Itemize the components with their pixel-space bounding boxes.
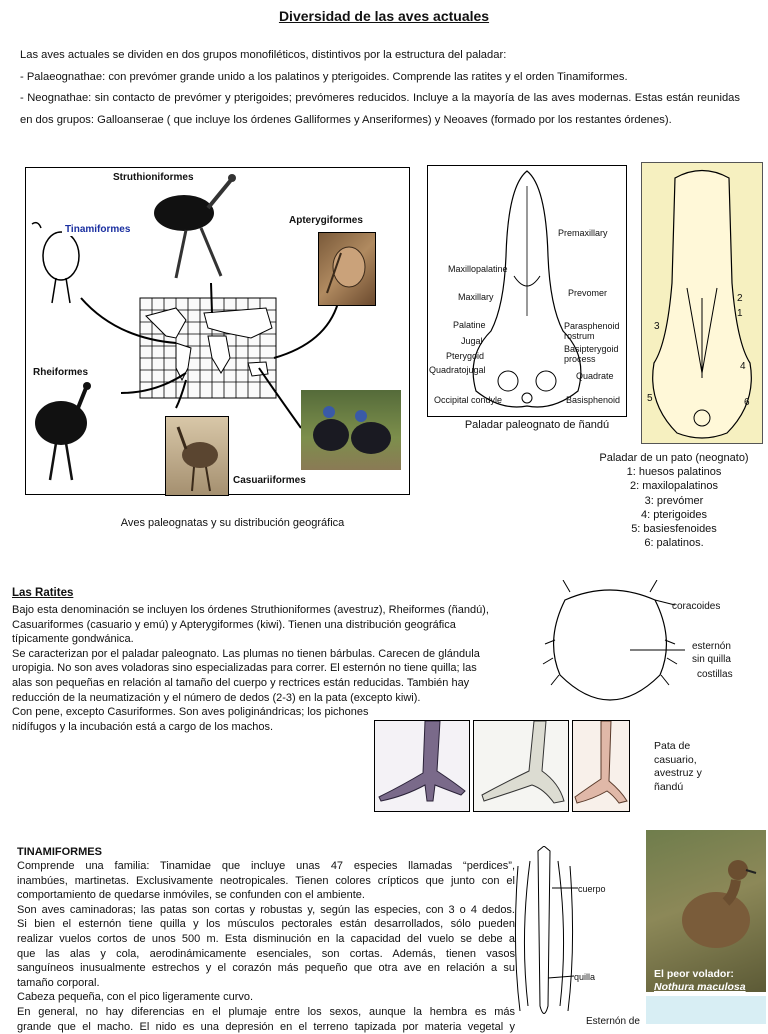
label-struthioniformes: Struthioniformes (110, 171, 197, 184)
tinamiformes-line: inambúes, martinetas. Exclusivamente neotropicales. Tienen colores crípticos que junto con el (17, 874, 515, 887)
label-rheiformes: Rheiformes (30, 366, 91, 379)
nothura-caption-1: El peor volador: (654, 968, 734, 980)
intro-paragraph-3: - Neognathae: sin contacto de prevómer y pterigoides; prevómeres reducidos. Incluye a la mayoría de las aves modernas. Estas están reunidas en dos grupos: Galloanserae ( que incluye los órdenes Galliformes y Anseriformes) y Neoaves (formado por los restantes órdenes). (20, 92, 740, 126)
tinamou-sternum-drawing (510, 846, 590, 1024)
duck-num-1: 1 (737, 308, 743, 319)
rhea-palate-caption: Paladar paleognato de ñandú (464, 419, 610, 431)
tinamiformes-line: tamaño corporal. (17, 976, 100, 989)
duck-caption-line: 3: prevómer (644, 494, 704, 507)
label-quadrate: Quadrate (576, 371, 614, 381)
label-jugal: Jugal (461, 336, 483, 346)
label-esternon-de: Esternón de (586, 1016, 640, 1027)
cassowary-photo (301, 390, 401, 470)
ratites-line: nidífugos y la incubación está a cargo de los machos. (12, 720, 274, 733)
label-sin-quilla: sin quilla (692, 654, 731, 665)
nothura-photo (646, 830, 766, 992)
label-cuerpo: cuerpo (578, 884, 606, 894)
tinamiformes-line: Son aves caminadoras; las patas son cortas y robustas y, según las especies, con 3 o 4 dedos. (17, 903, 515, 916)
duck-caption-line: 4: pterigoides (640, 508, 708, 521)
feet-caption-line: ñandú (654, 780, 684, 793)
label-coracoides: coracoides (672, 601, 721, 612)
cassowary-silhouette (301, 390, 401, 470)
feet-caption-line: Pata de (654, 740, 691, 752)
label-basipterygoid: Basipterygoid process (564, 344, 619, 364)
world-map-grid (140, 298, 276, 398)
tinamiformes-line: Si bien el esternón tiene quilla y los músculos pectorales están desarrollados, sólo pueden (17, 918, 515, 931)
paleognath-distribution-figure (25, 167, 410, 495)
duck-num-6: 6 (744, 397, 750, 408)
ratites-line: Bajo esta denominación se incluyen los órdenes Struthioniformes (avestruz), Rheiformes (ñandú), (12, 604, 489, 616)
intro-paragraph-1: Las aves actuales se dividen en dos grupos monofiléticos, distintivos por la estructura del paladar: (20, 49, 507, 61)
ratites-line: uropigia. No son aves voladoras sino especializadas para correr. El esternón no tiene quilla; las (12, 662, 477, 675)
emu-silhouette (166, 417, 228, 495)
rhea-palate-figure (427, 165, 627, 417)
sternum-drawing (535, 580, 685, 710)
ratites-line: alas son pequeñas en relación al tamaño del cuerpo y rectrices están reducidas. También hay (12, 676, 470, 689)
cassowary-foot (375, 721, 469, 811)
ratite-sternum-figure (535, 580, 765, 710)
duck-caption-line: Paladar de un pato (neognato) (599, 452, 749, 464)
label-premaxillary: Premaxillary (558, 228, 608, 238)
cassowary-foot-image (374, 720, 470, 812)
ostrich-foot-image (473, 720, 569, 812)
nothura-caption-2: Nothura maculosa (654, 981, 746, 992)
map-caption: Aves paleognatas y su distribución geográfica (120, 517, 345, 529)
ratites-line: reducción de la neumatización y el número de dedos (2-3) en la pata (excepto kiwi). (12, 691, 421, 704)
duck-palate-figure (641, 162, 763, 444)
ostrich-drawing (154, 174, 236, 278)
rhea-foot-image (572, 720, 630, 812)
emu-photo (165, 416, 229, 496)
duck-num-2: 2 (737, 293, 743, 304)
tinamiformes-text (17, 859, 515, 1034)
intro-text (20, 45, 740, 131)
label-tinamiformes: Tinamiformes (62, 223, 133, 236)
feet-caption-line: casuario, (654, 753, 697, 766)
label-occipital: Occipital condyle (434, 395, 503, 405)
tinamiformes-line: realizar vuelos cortos de unos 500 m. Esta disminución en la capacidad del vuelo se debe a (17, 932, 515, 945)
tinamiformes-line: sanguíneos inusualmente estrechos y el corazón más pequeño que otra ave en relación a su (17, 962, 515, 975)
label-prevomer: Prevomer (568, 288, 608, 298)
duck-caption-line: 2: maxilopalatinos (629, 480, 719, 493)
label-costillas: costillas (697, 669, 733, 680)
tinamiformes-line: Comprende una familia: Tinamidae que incluye unas 47 especies llamadas “perdices”, (17, 860, 515, 872)
ratite-feet-figure (374, 720, 630, 812)
ratites-text (12, 603, 532, 734)
label-quadratojugal: Quadratojugal (429, 365, 486, 375)
label-esternon: esternón (692, 641, 731, 652)
tinamiformes-line: comportamiento de quedarse inmóviles, se confunden con el ambiente. (17, 889, 365, 902)
label-parasphenoid: Parasphenoid rostrum (564, 321, 620, 341)
duck-num-5: 5 (647, 393, 653, 404)
kiwi-photo (318, 232, 376, 306)
feet-caption-line: avestruz y (654, 767, 702, 779)
ratites-line: Se caracterizan por el paladar paleognato. Las plumas no tienen bárbulas. Carecen de glándula (12, 647, 480, 660)
ostrich-foot (474, 721, 568, 811)
page-title: Diversidad de las aves actuales (278, 8, 490, 24)
tinamiformes-line: grande que el macho. El nido es una depresión en el terreno tapizada por materia vegetal y (17, 1020, 515, 1033)
tinamou-sternum-figure (510, 846, 645, 1027)
duck-num-4: 4 (740, 361, 746, 372)
intro-paragraph-2: - Palaeognathae: con prevómer grande unido a los palatinos y pterigoides. Comprende las ratites y el orden Tinamiformes. (20, 70, 628, 83)
feet-caption (654, 740, 702, 794)
label-maxillary: Maxillary (458, 292, 494, 302)
tinamiformes-line: Cabeza pequeña, con el pico ligeramente curvo. (17, 991, 254, 1004)
tinamiformes-line: En general, no hay diferencias en el plumaje entre los sexos, aunque la hembra es más (17, 1005, 515, 1018)
tinamiformes-line: que las alas y cola, aerodinámicamente esenciales, son cortas. Además, tienen vasos (17, 947, 515, 960)
duck-palate-caption (590, 451, 758, 550)
ratites-line: Casuariformes (casuario y emú) y Apterygiformes (kiwi). Tienen una distribución geográfica (12, 618, 456, 631)
label-palatine: Palatine (453, 320, 486, 330)
label-basisphenoid: Basisphenoid (566, 395, 621, 405)
ratites-line: típicamente gondwánica. (12, 633, 134, 646)
ratites-line: Con pene, excepto Casuriformes. Son aves poliginándricas; los pichones (12, 706, 369, 719)
label-pterygoid: Pterygoid (446, 351, 485, 361)
ratites-heading: Las Ratites (12, 587, 74, 599)
duck-caption-line: 5: basiesfenoides (631, 523, 717, 536)
tinamiformes-heading: TINAMIFORMES (17, 846, 102, 858)
duck-num-3: 3 (654, 321, 660, 332)
duck-caption-line: 6: palatinos. (644, 537, 704, 550)
label-apterygiformes: Apterygiformes (286, 214, 366, 227)
rhea-foot (573, 721, 629, 811)
rhea-drawing (35, 382, 91, 480)
map-inset-fragment (646, 996, 766, 1024)
label-maxillopalatine: Maxillopalatine (448, 264, 508, 274)
label-casuariiformes: Casuariiformes (230, 474, 309, 487)
kiwi-silhouette (319, 233, 375, 305)
label-quilla: quilla (574, 972, 596, 982)
duck-caption-line: 1: huesos palatinos (626, 466, 722, 479)
